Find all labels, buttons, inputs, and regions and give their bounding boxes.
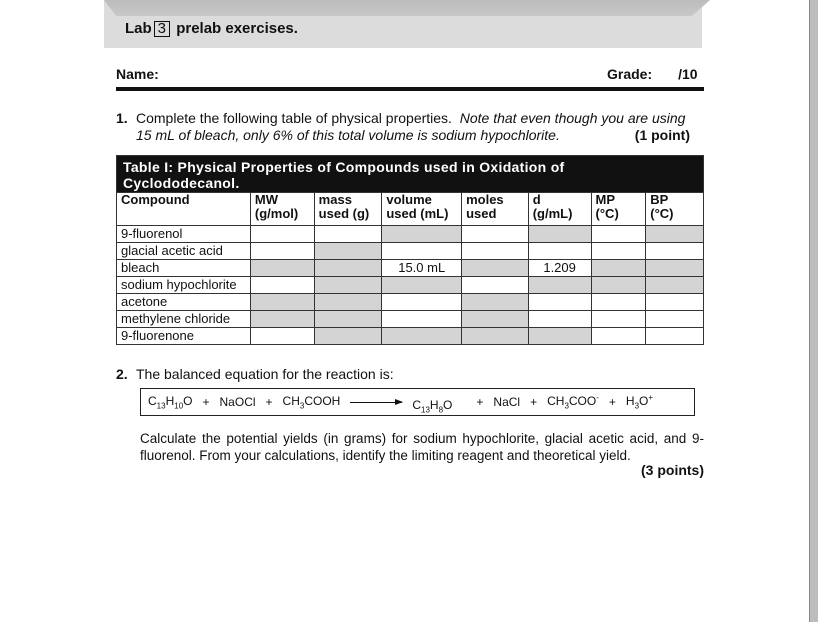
question-1 bbox=[116, 110, 706, 144]
table-cell[interactable] bbox=[250, 226, 314, 243]
table-cell[interactable] bbox=[591, 243, 646, 260]
table-cell bbox=[528, 277, 591, 294]
title-suffix: prelab exercises. bbox=[176, 20, 298, 37]
table-cell bbox=[314, 277, 382, 294]
question-2-points: (3 points) bbox=[641, 462, 704, 478]
question-text: Complete the following table of physical properties. bbox=[136, 110, 452, 126]
table-cell bbox=[382, 328, 462, 345]
page-edge bbox=[809, 0, 818, 622]
table-header-row bbox=[117, 193, 704, 226]
grade-label: Grade: bbox=[607, 66, 653, 82]
table-cell[interactable] bbox=[528, 243, 591, 260]
table-cell[interactable]: 15.0 mL bbox=[382, 260, 462, 277]
question-2 bbox=[116, 366, 706, 383]
table-cell[interactable] bbox=[462, 277, 529, 294]
question-note-2: 15 mL of bleach, only 6% of this total volume is sodium hypochlorite. bbox=[136, 127, 560, 143]
table-cell[interactable] bbox=[646, 243, 704, 260]
table-cell bbox=[528, 328, 591, 345]
question-number: 1. bbox=[116, 110, 128, 126]
table-cell bbox=[314, 260, 382, 277]
table-cell bbox=[462, 328, 529, 345]
table-cell[interactable] bbox=[462, 243, 529, 260]
reactant-naocl: NaOCl bbox=[219, 395, 256, 409]
table-cell[interactable] bbox=[382, 243, 462, 260]
column-header: moles used bbox=[462, 193, 529, 226]
compound-name: methylene chloride bbox=[117, 311, 251, 328]
table-cell bbox=[250, 260, 314, 277]
table-cell bbox=[314, 243, 382, 260]
table-cell bbox=[462, 294, 529, 311]
table-cell bbox=[528, 226, 591, 243]
page-title bbox=[125, 20, 298, 37]
column-header: MP (°C) bbox=[591, 193, 646, 226]
reactant-acetic-acid: $CH_3COOH$ bbox=[282, 393, 341, 411]
table-cell bbox=[382, 226, 462, 243]
compound-name: glacial acetic acid bbox=[117, 243, 251, 260]
table-row bbox=[117, 294, 704, 311]
table-row bbox=[117, 260, 704, 277]
table-cell[interactable] bbox=[591, 311, 646, 328]
grade-field bbox=[607, 66, 698, 82]
title-prefix: Lab bbox=[125, 20, 152, 37]
column-header: Compound bbox=[117, 193, 251, 226]
divider bbox=[116, 87, 704, 91]
name-label: Name: bbox=[116, 66, 159, 82]
table-row bbox=[117, 311, 704, 328]
table-cell bbox=[591, 260, 646, 277]
table-caption: Table I: Physical Properties of Compounds used in Oxidation of Cyclododecanol. bbox=[117, 156, 704, 193]
table-cell bbox=[591, 277, 646, 294]
table-cell bbox=[646, 260, 704, 277]
table-cell bbox=[250, 311, 314, 328]
table-cell[interactable] bbox=[382, 311, 462, 328]
table-row bbox=[117, 328, 704, 345]
product-fluorenone: $C_{13}H_8O$ bbox=[412, 397, 453, 415]
table-cell[interactable] bbox=[528, 294, 591, 311]
table-cell bbox=[646, 226, 704, 243]
column-header: BP (°C) bbox=[646, 193, 704, 226]
question-number: 2. bbox=[116, 366, 128, 382]
compound-name: bleach bbox=[117, 260, 251, 277]
table-cell[interactable] bbox=[314, 226, 382, 243]
table-cell[interactable] bbox=[591, 226, 646, 243]
table-cell[interactable] bbox=[591, 328, 646, 345]
product-acetate: $CH_3COO^-$ bbox=[547, 393, 599, 411]
compound-name: acetone bbox=[117, 294, 251, 311]
table-cell bbox=[314, 294, 382, 311]
reaction-arrow-icon bbox=[350, 402, 402, 403]
table-cell bbox=[314, 328, 382, 345]
table-cell[interactable] bbox=[250, 328, 314, 345]
properties-table bbox=[116, 155, 704, 345]
table-cell bbox=[250, 294, 314, 311]
table-cell bbox=[314, 311, 382, 328]
product-nacl: NaCl bbox=[493, 395, 521, 409]
product-hydronium: $H_3O^+$ bbox=[625, 393, 654, 411]
table-cell[interactable]: 1.209 bbox=[528, 260, 591, 277]
reaction-equation: $C_{13}H_{10}O$ + NaOCl + $CH_3COOH$ $C_{13}H_8O$ + NaCl + $CH_3COO^-$ + $H_3O^+$ bbox=[140, 388, 695, 416]
table-cell[interactable] bbox=[646, 328, 704, 345]
table-cell[interactable] bbox=[646, 294, 704, 311]
banner-bevel bbox=[104, 0, 710, 16]
table-cell[interactable] bbox=[250, 243, 314, 260]
compound-name: 9-fluorenol bbox=[117, 226, 251, 243]
table-cell bbox=[462, 311, 529, 328]
table-row bbox=[117, 277, 704, 294]
table-cell[interactable] bbox=[250, 277, 314, 294]
question-text: The balanced equation for the reaction is: bbox=[136, 366, 394, 382]
grade-total: /10 bbox=[678, 66, 698, 82]
column-header: MW (g/mol) bbox=[250, 193, 314, 226]
question-points: (1 point) bbox=[634, 127, 690, 143]
table-row bbox=[117, 243, 704, 260]
table-row bbox=[117, 226, 704, 243]
lab-number: 3 bbox=[154, 21, 170, 37]
compound-name: sodium hypochlorite bbox=[117, 277, 251, 294]
table-cell[interactable] bbox=[646, 311, 704, 328]
table-cell bbox=[462, 260, 529, 277]
table-cell[interactable] bbox=[528, 311, 591, 328]
table-cell bbox=[646, 277, 704, 294]
column-header: mass used (g) bbox=[314, 193, 382, 226]
question-2-instructions: Calculate the potential yields (in grams) for sodium hypochlorite, glacial acetic acid, and 9-fluorenol. From your calculations, identify the limiting reagent and theoretical yield. bbox=[140, 431, 704, 463]
column-header: volume used (mL) bbox=[382, 193, 462, 226]
table-cell[interactable] bbox=[382, 294, 462, 311]
compound-name: 9-fluorenone bbox=[117, 328, 251, 345]
question-note: Note that even though you are using bbox=[459, 110, 686, 126]
table-cell[interactable] bbox=[462, 226, 529, 243]
reactant-fluorenol: $C_{13}H_{10}O$ bbox=[148, 393, 193, 411]
table-cell bbox=[382, 277, 462, 294]
column-header: d (g/mL) bbox=[528, 193, 591, 226]
table-cell[interactable] bbox=[591, 294, 646, 311]
